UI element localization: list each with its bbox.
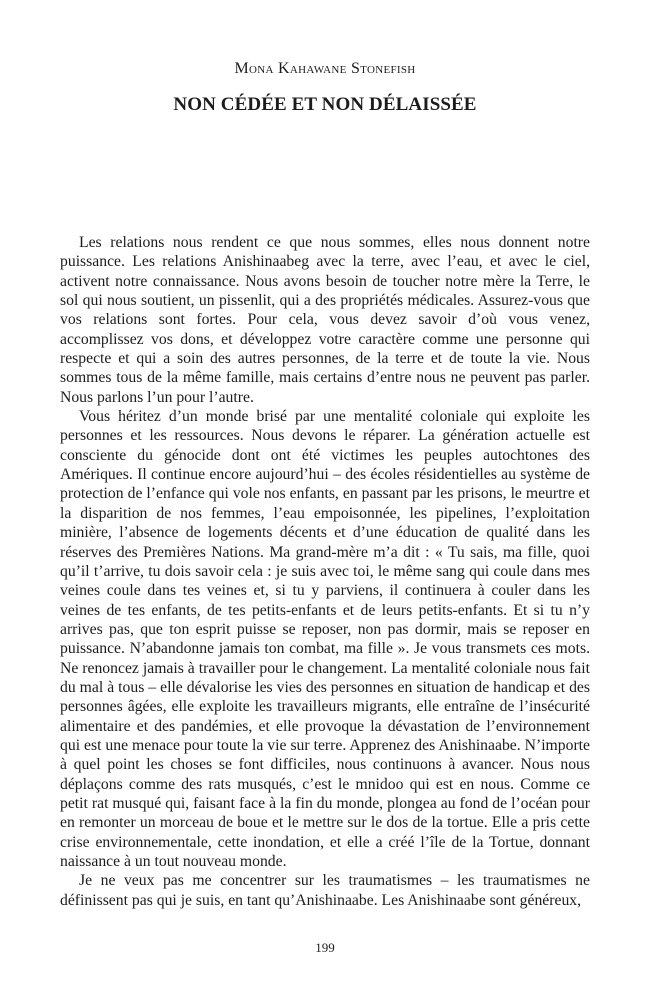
page-number: 199 — [315, 940, 335, 955]
body-text — [60, 233, 590, 910]
paragraph: Je ne veux pas me concentrer sur les traumatismes – les traumatismes ne définissent pas qui je suis, en tant qu’Anishinaabe. Les Anishinaabe sont généreux, — [60, 872, 590, 909]
chapter-title: NON CÉDÉE ET NON DÉLAISSÉE — [173, 94, 477, 115]
running-header-author: Mona Kahawane Stonefish — [234, 60, 416, 77]
paragraph: Les relations nous rendent ce que nous sommes, elles nous donnent notre puissance. Les relations Anishinaabeg avec la terre, avec l’eau, et avec le ciel, activent notre connaissance. Nous avons besoin de toucher notre mère la Terre, le sol qui nous soutient, un pissenlit, qui a des propriétés médicales. Assurez-vous que vos relations sont fortes. Pour cela, vous devez savoir d’où vous venez, accomplissez vos dons, et développez votre caractère comme une personne qui respecte et qui a soin des autres personnes, de la terre et de toute la vie. Nous sommes tous de la même famille, mais certains d’entre nous ne peuvent pas parler. Nous parlons l’un pour l’autre. — [60, 234, 590, 406]
paragraph: Vous héritez d’un monde brisé par une mentalité coloniale qui exploite les personnes et les ressources. Nous devons le réparer. La génération actuelle est consciente du génocide dont ont été victimes les peuples autochtones des Amériques. Il continue encore aujourd’hui – des écoles résidentielles au système de protection de l’enfance qui vole nos enfants, en passant par les prisons, le meurtre et la disparition de nos femmes, l’eau empoisonnée, les pipelines, l’exploitation minière, l’absence de logements décents et d’une éducation de qualité dans les réserves des Premières Nations. Ma grand-mère m’a dit : « Tu sais, ma fille, quoi qu’il t’arrive, tu dois savoir cela : je suis avec toi, le même sang qui coule dans mes veines coule dans tes veines et, si tu y parviens, il continuera à couler dans les veines de tes enfants, de tes petits-enfants et de leurs petits-enfants. Et si tu n’y arrives pas, que ton esprit puisse se reposer, non pas dormir, mais se reposer en puissance. N’abandonne jamais ton combat, ma fille ». Je vous transmets ces mots. Ne renoncez jamais à travailler pour le changement. La mentalité coloniale nous fait du mal à tous – elle dévalorise les vies des personnes en situation de handicap et des personnes âgées, elle exploite les travailleurs migrants, elle entraîne de l’insécurité alimentaire et des pandémies, et elle provoque la dévastation de l’environnement qui est une menace pour toute la vie sur terre. Apprenez des Anishinaabe. N’importe à quel point les choses se font difficiles, nous continuons à avancer. Nous nous déplaçons comme des rats musqués, c’est le mnidoo qui est en nous. Comme ce petit rat musqué qui, faisant face à la fin du monde, plongea au fond de l’océan pour en remonter un morceau de boue et le mettre sur le dos de la tortue. Elle a pris cette crise environnementale, cette inondation, et elle a créé l’île de la Tortue, donnant naissance à un tout nouveau monde. — [60, 408, 590, 870]
